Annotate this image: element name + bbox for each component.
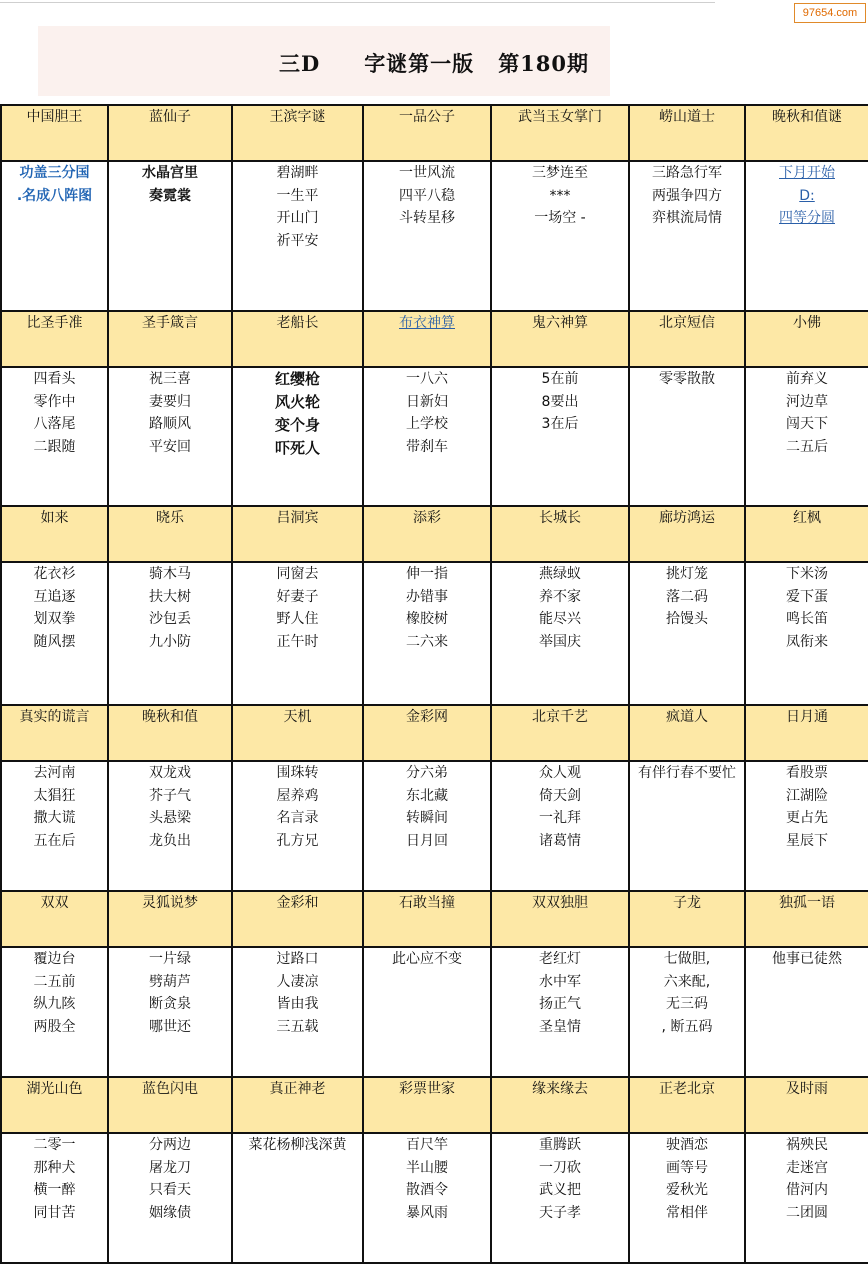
body-row <box>1 562 868 705</box>
puzzle-line: 零作中 <box>33 393 76 410</box>
puzzle-line: 闯天下 <box>786 416 828 432</box>
puzzle-line: 挑灯笼 <box>666 566 708 582</box>
puzzle-line: 东北藏 <box>406 787 448 804</box>
puzzle-line: 一刀砍 <box>539 1159 581 1176</box>
puzzle-line: 百尺竿 <box>406 1137 448 1153</box>
header-label: 真正神老 <box>269 1081 326 1097</box>
puzzle-cell <box>232 1133 363 1263</box>
header-label: 廊坊鸿运 <box>659 510 715 526</box>
puzzle-line: 好妻子 <box>276 588 319 605</box>
puzzle-line: 五在后 <box>33 832 76 849</box>
header-label[interactable]: 布衣神算 <box>399 315 455 331</box>
puzzle-line: 散酒令 <box>406 1182 448 1198</box>
header-label: 蓝色闪电 <box>142 1081 198 1097</box>
puzzle-line: 同甘苦 <box>33 1204 76 1221</box>
puzzle-line: 三梦连至 <box>532 165 588 181</box>
header-row <box>1 705 868 761</box>
puzzle-line: 看股票 <box>786 765 828 781</box>
puzzle-cell <box>232 562 363 705</box>
puzzle-cell <box>363 1133 491 1263</box>
column-header <box>491 1077 629 1133</box>
puzzle-line: 菜花杨柳浅深黄 <box>248 1137 347 1153</box>
puzzle-line: 三五载 <box>276 1018 319 1035</box>
puzzle-line: 倚天剑 <box>539 787 581 804</box>
puzzle-line: 借河内 <box>786 1182 828 1198</box>
header-row <box>1 891 868 947</box>
puzzle-line: 碧湖畔 <box>276 165 319 181</box>
puzzle-line: 两股全 <box>33 1018 76 1035</box>
column-header <box>745 1077 868 1133</box>
header-label: 晚秋和值 <box>142 709 198 725</box>
header-label: 老船长 <box>276 315 319 331</box>
puzzle-cell <box>491 367 629 506</box>
header-label: 彩票世家 <box>399 1081 455 1097</box>
puzzle-line: 爱下蛋 <box>786 588 828 605</box>
puzzle-cell <box>108 947 232 1077</box>
puzzle-cell <box>745 562 868 705</box>
puzzle-cell <box>108 367 232 506</box>
header-label: 吕洞宾 <box>276 510 319 526</box>
column-header <box>232 311 363 367</box>
column-header <box>108 311 232 367</box>
puzzle-line: 正午时 <box>276 633 319 650</box>
puzzle-line: 哪世还 <box>149 1018 191 1035</box>
column-header <box>629 105 745 161</box>
puzzle-line: 一片绿 <box>149 951 191 967</box>
puzzle-line: 落二码 <box>666 588 708 605</box>
puzzle-line: 分两边 <box>149 1137 191 1153</box>
header-label: 金彩和 <box>276 895 319 911</box>
puzzle-line: 开山门 <box>276 210 319 226</box>
puzzle-line: 八落尾 <box>33 416 76 432</box>
puzzle-line: 名言录 <box>276 810 319 826</box>
puzzle-line: 祝三喜 <box>149 371 191 387</box>
puzzle-line: 只看天 <box>149 1182 191 1198</box>
column-header <box>1 1077 108 1133</box>
puzzle-line: 头悬梁 <box>149 810 191 826</box>
puzzle-cell <box>629 1133 745 1263</box>
header-label: 添彩 <box>413 510 441 526</box>
column-header <box>629 891 745 947</box>
puzzle-line: 天子孝 <box>539 1204 581 1221</box>
column-header <box>363 891 491 947</box>
puzzle-line: 水晶宫里 <box>142 165 198 181</box>
puzzle-line: 弈棋流局情 <box>652 210 722 226</box>
puzzle-line: *** <box>549 187 571 204</box>
header-label: 正老北京 <box>659 1081 715 1097</box>
header-label: 子龙 <box>673 895 701 911</box>
puzzle-line: 双龙戏 <box>149 765 191 781</box>
puzzle-line: 带刹车 <box>406 438 448 455</box>
header-label: 鬼六神算 <box>532 315 588 331</box>
body-row <box>1 161 868 311</box>
puzzle-line: 祸殃民 <box>786 1137 828 1153</box>
column-header <box>232 705 363 761</box>
puzzle-line: 二团圆 <box>786 1204 828 1221</box>
puzzle-line: 奏霓裳 <box>149 187 191 204</box>
header-label: 及时雨 <box>786 1081 828 1097</box>
puzzle-line: 二跟随 <box>33 438 76 455</box>
puzzle-cell <box>108 761 232 891</box>
column-header <box>1 506 108 562</box>
puzzle-line: 龙负出 <box>149 832 191 849</box>
column-header <box>108 705 232 761</box>
puzzle-line: 更占先 <box>786 810 828 826</box>
puzzle-line: 四平八稳 <box>399 187 455 204</box>
puzzle-line: 骑木马 <box>149 566 191 582</box>
column-header <box>108 506 232 562</box>
puzzle-cell <box>232 947 363 1077</box>
header-label: 疯道人 <box>666 709 708 725</box>
column-header <box>1 891 108 947</box>
column-header <box>745 105 868 161</box>
puzzle-line: 两强争四方 <box>652 187 722 204</box>
puzzle-line: 下米汤 <box>786 566 828 582</box>
header-label: 双双独胆 <box>532 895 588 911</box>
column-header <box>745 891 868 947</box>
puzzle-cell <box>491 1133 629 1263</box>
puzzle-line: 劈葫芦 <box>149 973 191 990</box>
puzzle-line: 3在后 <box>541 416 579 432</box>
puzzle-line: 前弃义 <box>786 371 828 387</box>
puzzle-line: 野人住 <box>276 611 319 627</box>
puzzle-cell <box>232 367 363 506</box>
puzzle-line: 屠龙刀 <box>149 1159 191 1176</box>
puzzle-line: 划双拳 <box>33 611 76 627</box>
puzzle-line: 养不家 <box>539 588 581 605</box>
puzzle-line: 扬正气 <box>539 996 581 1012</box>
puzzle-line: 水中军 <box>539 973 581 990</box>
puzzle-line: 去河南 <box>33 765 76 781</box>
puzzle-line: 三路急行军 <box>652 165 722 181</box>
puzzle-line: 武义把 <box>539 1182 581 1198</box>
column-header <box>491 891 629 947</box>
puzzle-line: 办错事 <box>406 588 448 605</box>
header-label: 比圣手准 <box>26 315 83 331</box>
puzzle-line: 一八六 <box>406 371 448 387</box>
puzzle-line: 随风摆 <box>33 633 76 650</box>
puzzle-line: 姻缘债 <box>149 1204 191 1221</box>
column-header <box>363 105 491 161</box>
puzzle-line: 举国庆 <box>539 633 581 650</box>
puzzle-line: 鸣长笛 <box>786 611 828 627</box>
column-header <box>363 705 491 761</box>
header-label: 北京短信 <box>659 315 715 331</box>
puzzle-cell <box>745 161 868 311</box>
puzzle-line: 六来配, <box>663 973 711 990</box>
column-header <box>629 311 745 367</box>
header-label: 晓乐 <box>156 510 184 526</box>
column-header <box>363 311 491 367</box>
puzzle-cell <box>232 161 363 311</box>
header-label: 圣手箴言 <box>142 315 198 331</box>
puzzle-cell <box>491 562 629 705</box>
puzzle-line: 二五前 <box>33 973 76 990</box>
header-label: 日月通 <box>786 709 828 725</box>
puzzle-line: 路顺风 <box>149 416 191 432</box>
header-label: 一品公子 <box>399 109 455 125</box>
puzzle-line: 沙包丢 <box>149 611 191 627</box>
puzzle-line: 星辰下 <box>786 832 828 849</box>
puzzle-cell <box>108 1133 232 1263</box>
column-header <box>108 1077 232 1133</box>
header-label: 独孤一语 <box>779 895 835 911</box>
puzzle-line: 日新妇 <box>406 393 448 410</box>
puzzle-line: 暴风雨 <box>406 1204 448 1221</box>
site-watermark: 97654.com <box>794 3 866 23</box>
header-row <box>1 105 868 161</box>
column-header <box>629 506 745 562</box>
puzzle-cell <box>108 161 232 311</box>
puzzle-cell <box>363 562 491 705</box>
puzzle-line: 燕绿蚁 <box>539 566 581 582</box>
puzzle-line: 河边草 <box>786 393 828 410</box>
puzzle-cell <box>745 367 868 506</box>
column-header <box>629 705 745 761</box>
puzzle-line: 走迷宫 <box>786 1159 828 1176</box>
column-header <box>232 506 363 562</box>
header-label: 王滨字谜 <box>269 109 326 125</box>
puzzle-cell <box>1 1133 108 1263</box>
puzzle-line: 斗转星移 <box>399 210 455 226</box>
puzzle-cell <box>363 367 491 506</box>
header-label: 石敢当撞 <box>399 895 455 911</box>
puzzle-line: 拾馒头 <box>666 611 708 627</box>
puzzle-cell <box>1 562 108 705</box>
puzzle-line: 吓死人 <box>274 439 320 457</box>
puzzle-cell <box>491 947 629 1077</box>
puzzle-line: 爱秋光 <box>666 1182 708 1198</box>
puzzle-grid <box>0 104 868 1264</box>
column-header <box>1 705 108 761</box>
puzzle-line: 同窗去 <box>276 566 319 582</box>
header-label: 双双 <box>40 895 69 911</box>
header-label: 晚秋和值谜 <box>772 109 842 125</box>
column-header <box>491 705 629 761</box>
body-row <box>1 367 868 506</box>
puzzle-line: 二零一 <box>33 1137 76 1153</box>
puzzle-line: 红缨枪 <box>274 370 320 388</box>
puzzle-line: 圣皇情 <box>539 1018 581 1035</box>
puzzle-line: 功盖三分国 <box>19 165 90 181</box>
header-row <box>1 506 868 562</box>
puzzle-line: 扶大树 <box>149 588 191 605</box>
puzzle-line: 他事已徒然 <box>772 951 842 967</box>
puzzle-cell <box>629 562 745 705</box>
header-label: 真实的谎言 <box>19 709 90 725</box>
column-header <box>363 1077 491 1133</box>
puzzle-cell <box>1 367 108 506</box>
puzzle-line: 一礼拜 <box>539 810 581 826</box>
puzzle-line: 九小防 <box>149 633 191 650</box>
top-rule <box>0 2 715 3</box>
puzzle-line: 此心应不变 <box>392 951 462 967</box>
puzzle-line: 5在前 <box>541 371 579 387</box>
header-row <box>1 311 868 367</box>
puzzle-cell <box>491 161 629 311</box>
puzzle-line: 撒大谎 <box>33 810 76 826</box>
puzzle-line: 横一醉 <box>33 1182 76 1198</box>
puzzle-line: 一生平 <box>276 187 319 204</box>
puzzle-line: 纵九陔 <box>33 996 76 1012</box>
puzzle-line: 过路口 <box>276 951 319 967</box>
column-header <box>491 105 629 161</box>
header-label: 灵狐说梦 <box>142 895 198 911</box>
body-row <box>1 1133 868 1263</box>
puzzle-line: 有伴行春不要忙 <box>638 765 736 781</box>
puzzle-line: 互追逐 <box>33 588 76 605</box>
puzzle-cell <box>745 761 868 891</box>
header-label: 小佛 <box>793 315 821 331</box>
puzzle-cell <box>1 761 108 891</box>
column-header <box>232 891 363 947</box>
header-label: 红枫 <box>793 510 821 526</box>
puzzle-line: 诸葛情 <box>539 832 581 849</box>
puzzle-cell <box>745 1133 868 1263</box>
puzzle-line: 无三码 <box>666 996 708 1012</box>
puzzle-line[interactable]: 下月开始 <box>779 165 835 181</box>
column-header <box>745 705 868 761</box>
header-label: 北京千艺 <box>532 709 588 725</box>
puzzle-line: 半山腰 <box>406 1159 448 1176</box>
puzzle-line: 转瞬间 <box>406 810 448 826</box>
puzzle-cell <box>1 947 108 1077</box>
puzzle-line: 重腾跃 <box>539 1137 581 1153</box>
page-title <box>0 48 868 78</box>
column-header <box>745 311 868 367</box>
puzzle-line: 风火轮 <box>274 393 320 411</box>
puzzle-line: 驶酒恋 <box>666 1137 708 1153</box>
puzzle-cell <box>1 161 108 311</box>
puzzle-line: 七做胆, <box>663 951 711 967</box>
title-part-1: 三D <box>278 51 321 76</box>
puzzle-line: 平安回 <box>149 438 191 455</box>
puzzle-line: .名成八阵图 <box>16 187 93 204</box>
puzzle-cell <box>629 761 745 891</box>
puzzle-line: 孔方兄 <box>276 832 319 849</box>
puzzle-cell <box>745 947 868 1077</box>
header-label: 天机 <box>283 709 312 725</box>
column-header <box>108 105 232 161</box>
title-part-3: 第180期 <box>498 51 590 76</box>
puzzle-cell <box>232 761 363 891</box>
puzzle-line: , 断五码 <box>661 1018 713 1035</box>
column-header <box>745 506 868 562</box>
puzzle-cell <box>363 761 491 891</box>
puzzle-line: 二五后 <box>786 438 828 455</box>
puzzle-line: 一场空 - <box>534 210 586 226</box>
puzzle-line: 人凄凉 <box>276 973 319 990</box>
puzzle-line: 花衣衫 <box>33 566 76 582</box>
puzzle-line: 太猖狂 <box>33 787 76 804</box>
title-part-2: 字谜第一版 <box>364 51 475 76</box>
puzzle-cell <box>629 161 745 311</box>
puzzle-line: 芥子气 <box>149 787 191 804</box>
puzzle-cell <box>491 761 629 891</box>
puzzle-line: 屋养鸡 <box>276 787 319 804</box>
body-row <box>1 761 868 891</box>
puzzle-line: 皆由我 <box>276 996 319 1012</box>
puzzle-line: 分六弟 <box>406 765 448 781</box>
column-header <box>232 105 363 161</box>
puzzle-line: 橡胶树 <box>406 611 448 627</box>
puzzle-cell <box>363 947 491 1077</box>
puzzle-line: 围珠转 <box>276 765 319 781</box>
puzzle-line: 覆边台 <box>33 951 76 967</box>
puzzle-cell <box>629 947 745 1077</box>
puzzle-line[interactable]: D: <box>799 187 815 204</box>
puzzle-line: 上学校 <box>406 416 448 432</box>
header-label: 金彩网 <box>406 709 448 725</box>
puzzle-cell <box>629 367 745 506</box>
header-label: 长城长 <box>539 510 581 526</box>
column-header <box>1 311 108 367</box>
column-header <box>629 1077 745 1133</box>
puzzle-line: 一世风流 <box>399 165 455 181</box>
puzzle-line: 零零散散 <box>659 371 715 387</box>
puzzle-line: 祈平安 <box>276 232 319 249</box>
puzzle-line: 江湖险 <box>786 787 828 804</box>
puzzle-line: 断贪泉 <box>149 996 191 1012</box>
column-header <box>363 506 491 562</box>
puzzle-line: 能尽兴 <box>539 611 581 627</box>
header-label: 武当玉女掌门 <box>518 109 602 125</box>
puzzle-line: 日月回 <box>406 832 448 849</box>
body-row <box>1 947 868 1077</box>
puzzle-line[interactable]: 四等分圆 <box>779 210 835 226</box>
puzzle-line: 众人观 <box>539 765 581 781</box>
puzzle-line: 老红灯 <box>539 951 581 967</box>
puzzle-line: 画等号 <box>666 1159 708 1176</box>
puzzle-line: 凤衔来 <box>786 633 828 650</box>
header-label: 崂山道士 <box>659 109 715 125</box>
puzzle-line: 变个身 <box>274 416 320 434</box>
puzzle-line: 伸一指 <box>406 566 448 582</box>
puzzle-line: 那种犬 <box>33 1159 76 1176</box>
header-label: 湖光山色 <box>26 1081 83 1097</box>
header-label: 蓝仙子 <box>149 109 191 125</box>
puzzle-line: 常相伴 <box>666 1204 708 1221</box>
column-header <box>108 891 232 947</box>
column-header <box>232 1077 363 1133</box>
column-header <box>491 311 629 367</box>
column-header <box>491 506 629 562</box>
header-label: 如来 <box>40 510 69 526</box>
puzzle-line: 妻要归 <box>149 393 191 410</box>
header-label: 中国胆王 <box>26 109 83 125</box>
puzzle-line: 8要出 <box>541 393 579 410</box>
puzzle-line: 二六来 <box>406 633 448 650</box>
header-row <box>1 1077 868 1133</box>
header-label: 缘来缘去 <box>532 1081 588 1097</box>
column-header <box>1 105 108 161</box>
puzzle-cell <box>108 562 232 705</box>
puzzle-line: 四看头 <box>33 371 76 387</box>
puzzle-cell <box>363 161 491 311</box>
